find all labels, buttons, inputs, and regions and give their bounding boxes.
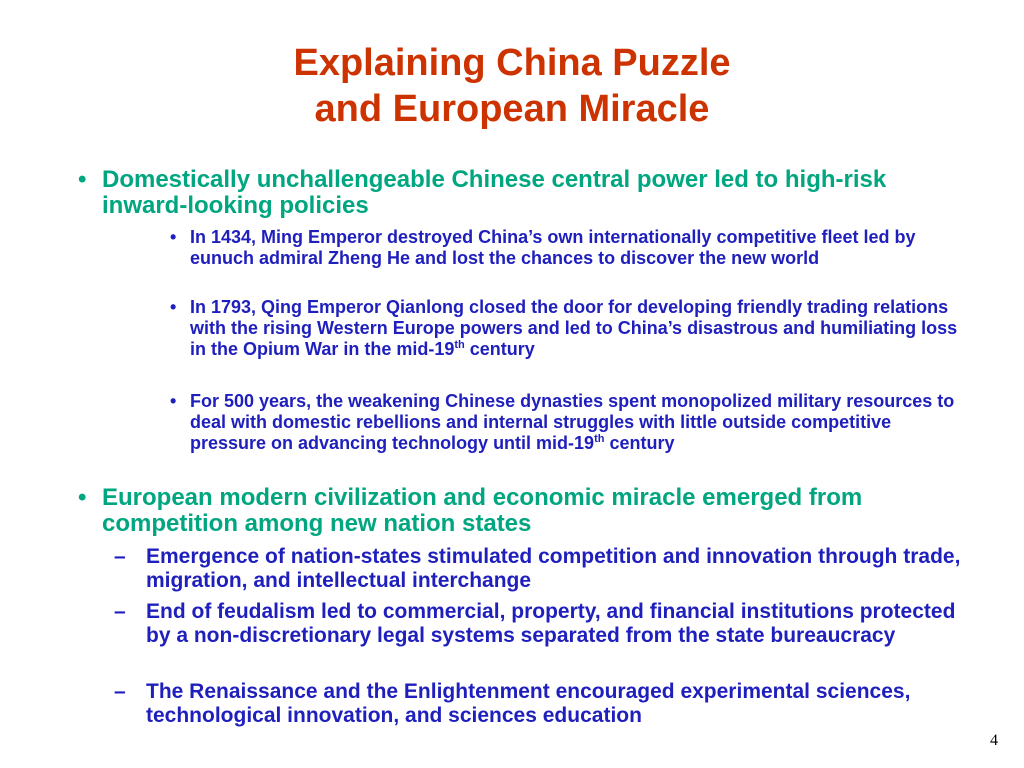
slide-title xyxy=(0,40,1024,132)
page-number: 4 xyxy=(990,732,998,749)
superscript-th: th xyxy=(594,433,605,445)
sub-bullet-ming-emperor xyxy=(170,227,960,269)
dash-marker: – xyxy=(114,680,126,703)
superscript-th: th xyxy=(454,339,465,351)
bullet-text: European modern civilization and economic miracle emerged from competition among new nation states xyxy=(102,484,863,537)
sub-bullet-text: The Renaissance and the Enlightenment encouraged experimental sciences, technological innovation, and sciences education xyxy=(146,680,911,727)
sub-bullet-text: In 1434, Ming Emperor destroyed China’s own internationally competitive fleet led by eunuch admiral Zheng He and lost the chances to discover the new world xyxy=(190,227,916,268)
dash-marker: – xyxy=(114,545,126,568)
sub-bullet-end-of-feudalism xyxy=(114,600,966,648)
sub-bullet-renaissance xyxy=(114,680,966,728)
bullet-text: Domestically unchallengeable Chinese central power led to high-risk inward-looking policies xyxy=(102,166,887,219)
sub-bullet-text: Emergence of nation-states stimulated competition and innovation through trade, migration, and intellectual interchange xyxy=(146,545,961,592)
sub-bullet-nation-states xyxy=(114,545,966,593)
sub-bullet-500-years xyxy=(170,391,960,454)
sub-bullet-text: End of feudalism led to commercial, property, and financial institutions protected by a non-discretionary legal systems separated from the state bureaucracy xyxy=(146,600,956,647)
sub-bullet-text-end: century xyxy=(604,433,675,453)
bullet-china-central-power xyxy=(78,166,952,219)
slide-title-line-2: and European Miracle xyxy=(314,88,710,130)
bullet-marker: • xyxy=(78,484,87,511)
sub-bullet-marker: • xyxy=(170,297,177,317)
slide-title-line-1: Explaining China Puzzle xyxy=(293,42,731,84)
sub-bullet-marker: • xyxy=(170,227,177,247)
dash-marker: – xyxy=(114,600,126,623)
sub-bullet-text: For 500 years, the weakening Chinese dynasties spent monopolized military resources to deal with domestic rebellions and internal struggles with little outside competitive pressure on advancing technology until mid-19 xyxy=(190,391,955,453)
sub-bullet-text: In 1793, Qing Emperor Qianlong closed the door for developing friendly trading relations with the rising Western Europe powers and led to China’s disastrous and humiliating loss in the Opium War in the mid-19 xyxy=(190,297,958,359)
sub-bullet-marker: • xyxy=(170,391,177,411)
bullet-marker: • xyxy=(78,166,87,193)
sub-bullet-text-end: century xyxy=(464,339,535,359)
bullet-european-miracle xyxy=(78,484,952,537)
sub-bullet-qing-emperor xyxy=(170,297,960,360)
